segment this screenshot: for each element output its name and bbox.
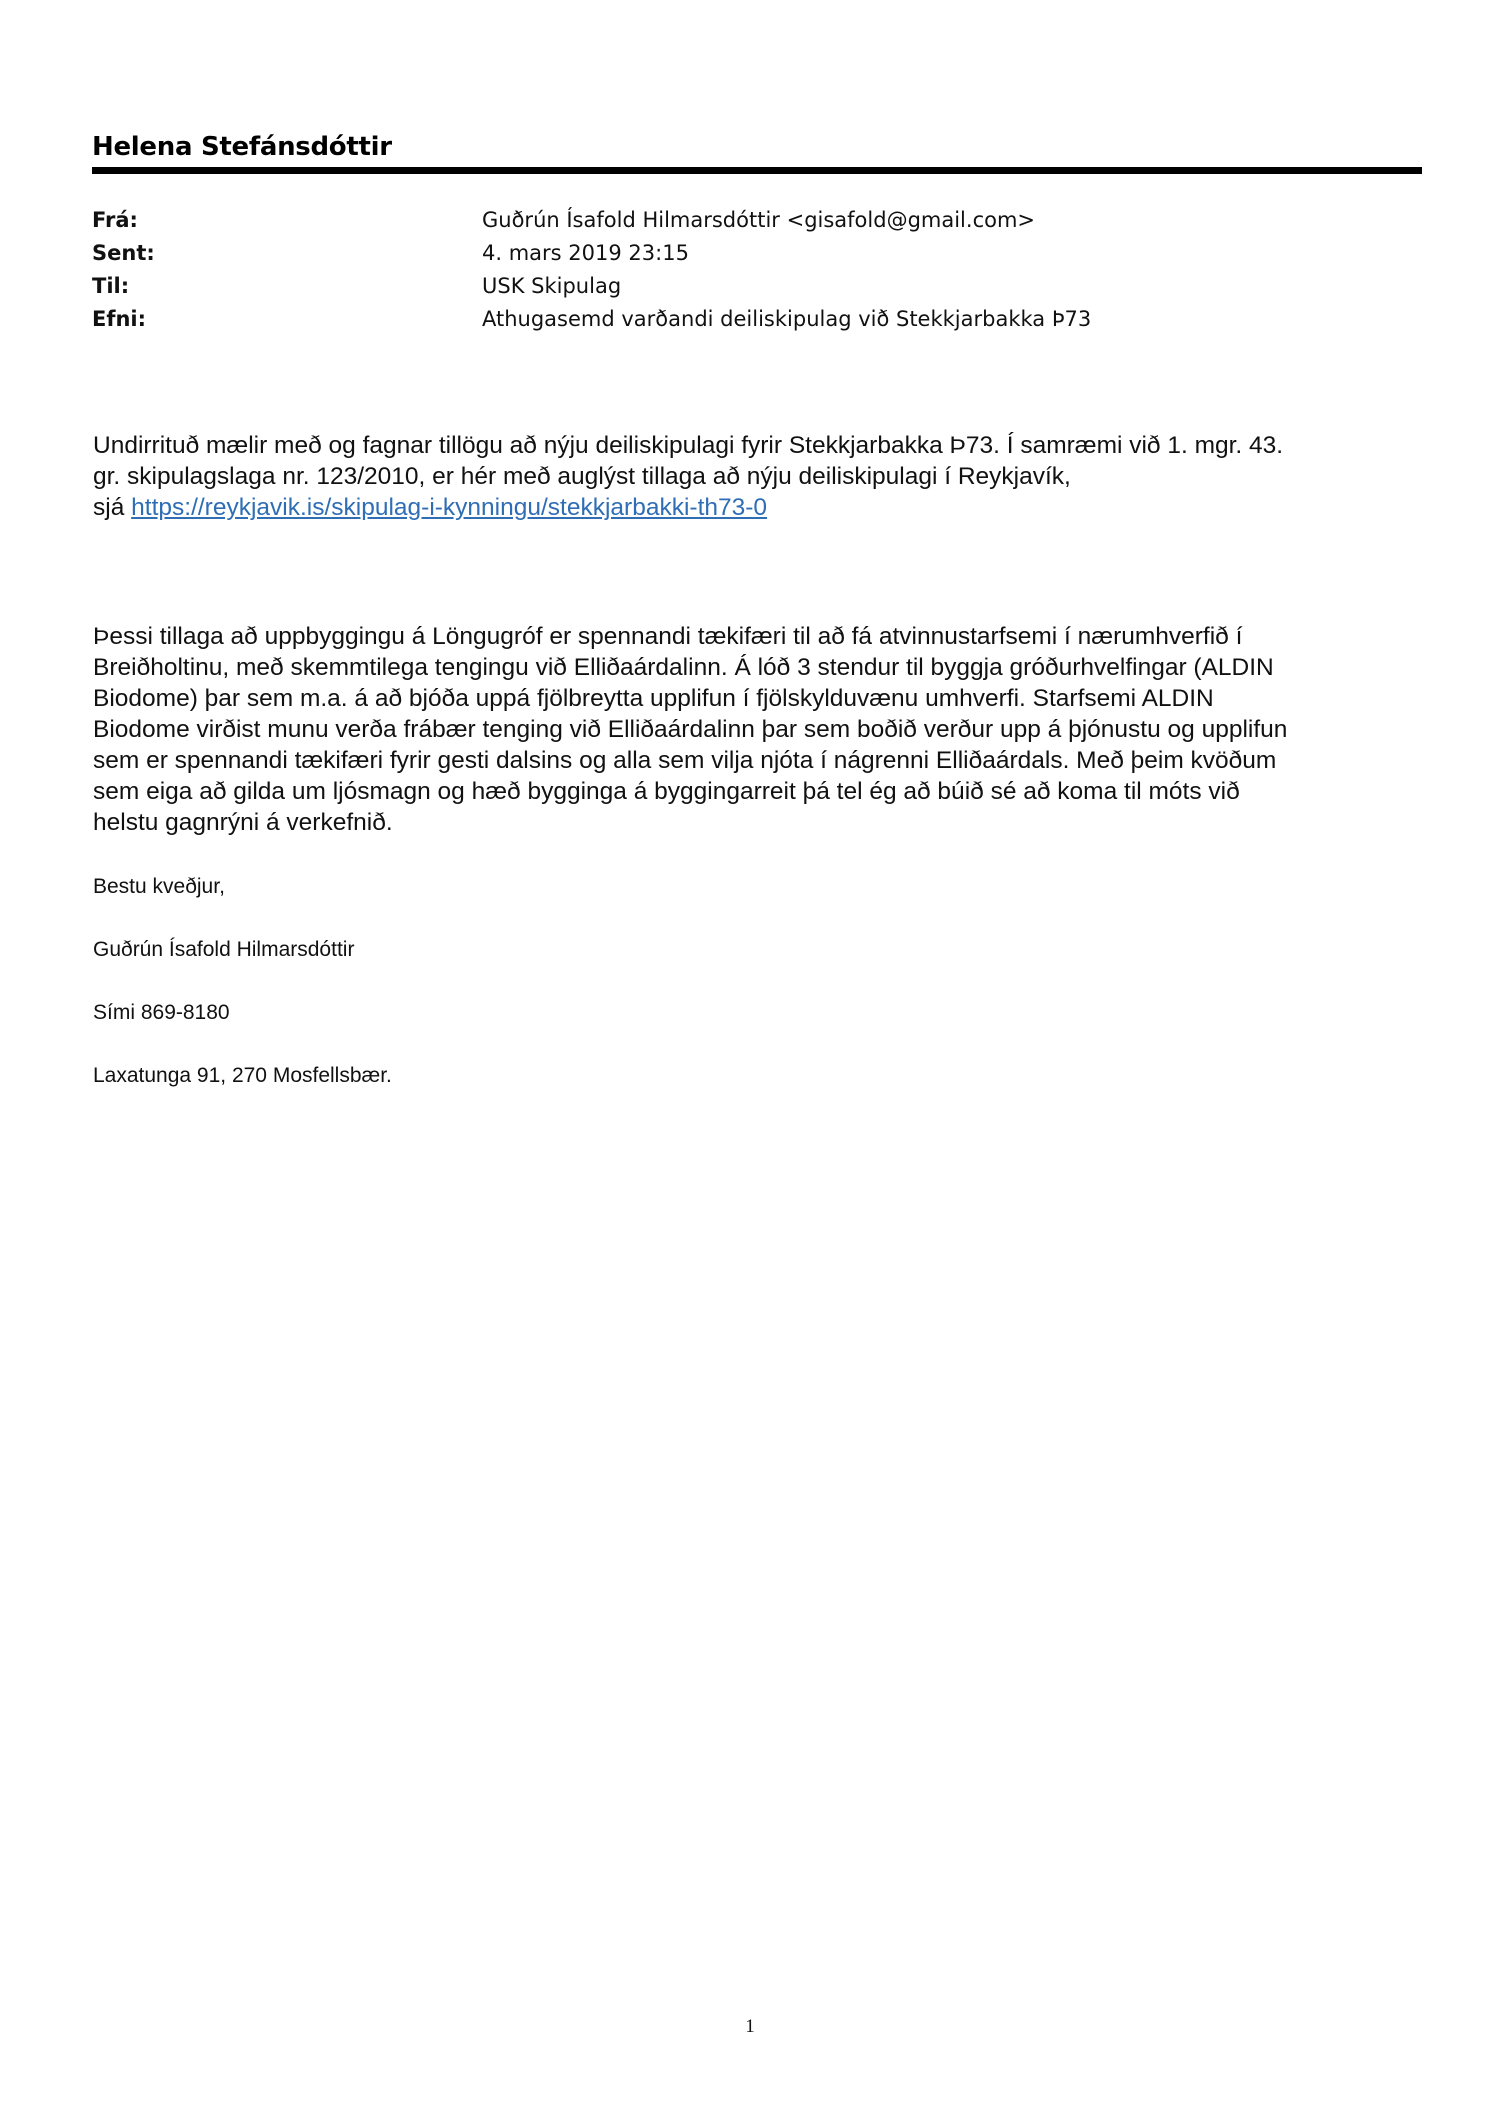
meta-value-to: USK Skipulag [482,273,622,298]
meta-label-subject: Efni: [92,306,147,331]
header-divider [92,167,1422,174]
body-paragraph-2 [93,621,1433,838]
paragraph-2-line: Biodome) þar sem m.a. á að bjóða uppá fjölbreytta upplifun í fjölskylduvænu umhverfi. Starfsemi ALDIN [93,685,1214,712]
closing-greeting: Bestu kveðjur, [93,875,225,898]
signer-phone: Sími 869-8180 [93,1001,230,1024]
paragraph-2-line: Biodome virðist munu verða frábær tenging við Elliðaárdalinn þar sem boðið verður upp á þjónustu og upplifun [93,716,1288,743]
page-number: 1 [745,2016,755,2037]
paragraph-1-line-3 [93,492,1433,523]
meta-label-to: Til: [92,273,130,298]
paragraph-1-line-2: gr. skipulagslaga nr. 123/2010, er hér með auglýst tillaga að nýju deiliskipulagi í Reykjavík, [93,463,1071,490]
meta-value-from: Guðrún Ísafold Hilmarsdóttir <gisafold@gmail.com> [482,207,1036,232]
mailbox-owner-name: Helena Stefánsdóttir [92,132,392,162]
paragraph-2-line: sem er spennandi tækifæri fyrir gesti dalsins og alla sem vilja njóta í nágrenni Elliðaárdals. Með þeim kvöðum [93,747,1277,774]
paragraph-2-line: Þessi tillaga að uppbyggingu á Löngugróf er spennandi tækifæri til að fá atvinnustarfsemi í nærumhverfið í [93,623,1243,650]
signer-name: Guðrún Ísafold Hilmarsdóttir [93,938,355,961]
meta-value-subject: Athugasemd varðandi deiliskipulag við Stekkjarbakka Þ73 [482,306,1092,331]
meta-row-from [92,203,1091,236]
meta-label-sent: Sent: [92,240,155,265]
meta-row-sent [92,236,1091,269]
link-prefix: sjá [93,494,132,521]
paragraph-2-line: helstu gagnrýni á verkefnið. [93,809,393,836]
meta-row-subject [92,302,1091,335]
meta-value-sent: 4. mars 2019 23:15 [482,240,689,265]
email-header-table [92,203,1091,335]
paragraph-2-line: Breiðholtinu, með skemmtilega tengingu við Elliðaárdalinn. Á lóð 3 stendur til byggja gróðurhvelfingar (ALDIN [93,654,1274,681]
paragraph-1-line-1: Undirrituð mælir með og fagnar tillögu að nýju deiliskipulagi fyrir Stekkjarbakka Þ73. Í samræmi við 1. mgr. 43. [93,432,1284,459]
body-paragraph-1 [93,430,1433,523]
meta-row-to [92,269,1091,302]
planning-link[interactable]: https://reykjavik.is/skipulag-i-kynningu/stekkjarbakki-th73-0 [131,494,768,521]
meta-label-from: Frá: [92,207,138,232]
signer-address: Laxatunga 91, 270 Mosfellsbær. [93,1064,392,1087]
paragraph-2-line: sem eiga að gilda um ljósmagn og hæð bygginga á byggingarreit þá tel ég að búið sé að koma til móts við [93,778,1240,805]
